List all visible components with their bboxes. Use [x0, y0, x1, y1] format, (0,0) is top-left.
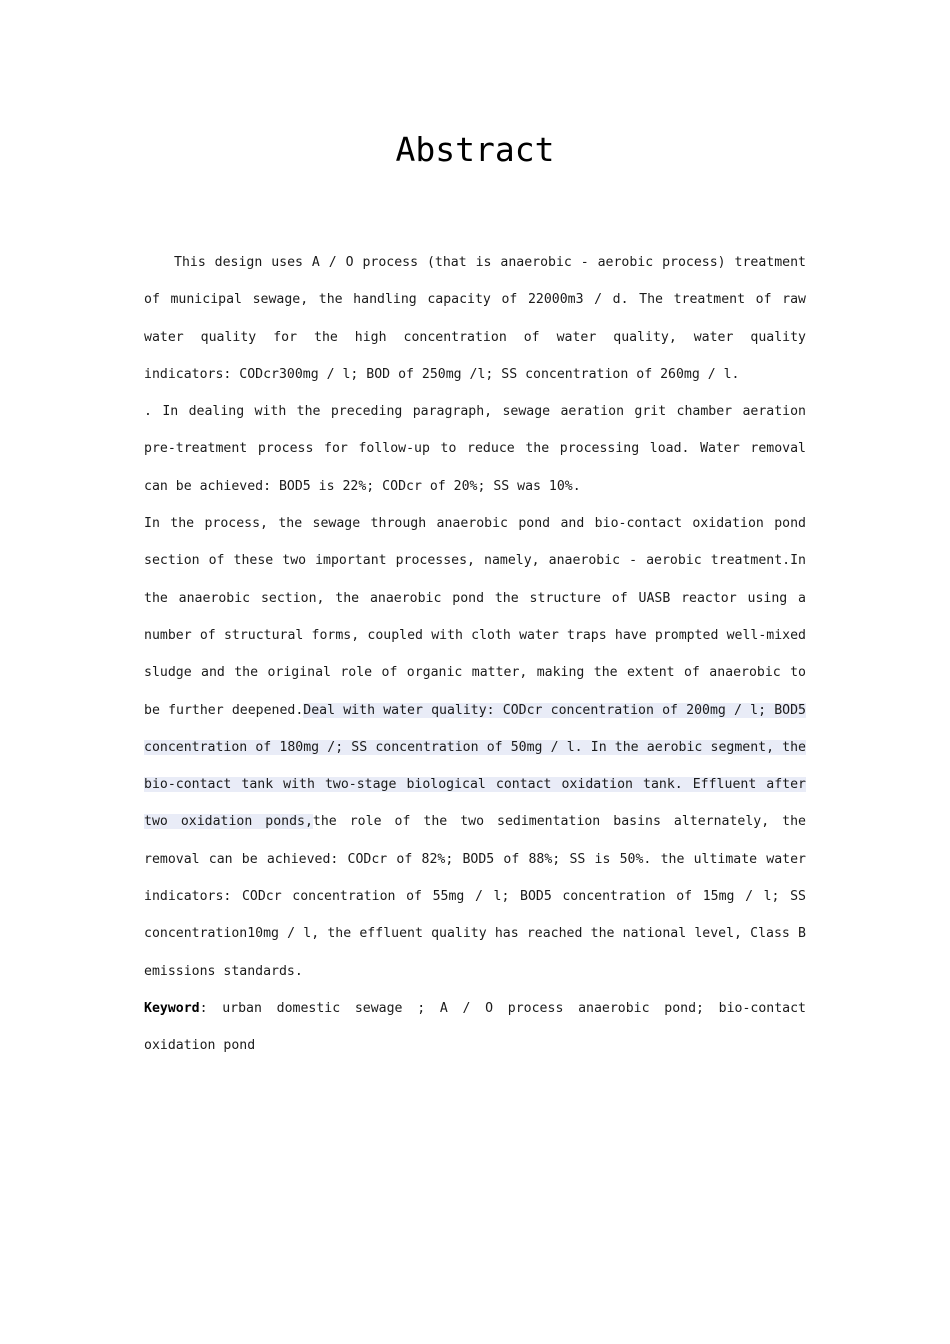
- keywords-text: : urban domestic sewage ; A / O process anaerobic pond; bio-contact oxidation pond: [144, 1000, 806, 1054]
- highlighted-text-selection: Deal with water quality: CODcr concentration of 200mg / l; BOD5 concentration of 180mg /; SS concentration of 50mg / l. In the aerobic segment, the bio-contact tank with two-stage biological contact oxidation tank. Effluent after two oxidation ponds,: [144, 702, 806, 830]
- paragraph-3-text-a: In the process, the sewage through anaerobic pond and bio-contact oxidation pond section of these two important processes, namely, anaerobic - aerobic treatment.In the anaerobic section, the anaerobic pond the structure of UASB reactor using a number of structural forms, coupled with cloth water traps have prompted well-mixed sludge and the original role of organic matter, making the extent of anaerobic to be further deepened.: [144, 516, 806, 718]
- paragraph-3-text-b: the role of the two sedimentation basins alternately, the removal can be achieved: CODcr of 82%; BOD5 of 88%; SS is 50%. the ultimate water indicators: CODcr concentration of 55mg / l; BOD5 concentration of 15mg / l; SS concentration10mg / l, the effluent quality has reached the national level, Class B emissions standards.: [144, 814, 806, 979]
- abstract-paragraph-2: . In dealing with the preceding paragraph, sewage aeration grit chamber aeration pre-treatment process for follow-up to reduce the processing load. Water removal can be achieved: BOD5 is 22%; CODcr of 20%; SS was 10%.: [144, 404, 806, 494]
- abstract-body: [144, 244, 806, 1065]
- abstract-paragraph-1: This design uses A / O process (that is anaerobic - aerobic process) treatment of municipal sewage, the handling capacity of 22000m3 / d. The treatment of raw water quality for the high concentration of water quality, water quality indicators: CODcr300mg / l; BOD of 250mg /l; SS concentration of 260mg / l.: [144, 255, 806, 382]
- keywords-line: [144, 990, 806, 1065]
- keywords-label: Keyword: [144, 1000, 200, 1016]
- abstract-paragraph-3: [144, 505, 806, 990]
- page-title: Abstract: [395, 130, 555, 169]
